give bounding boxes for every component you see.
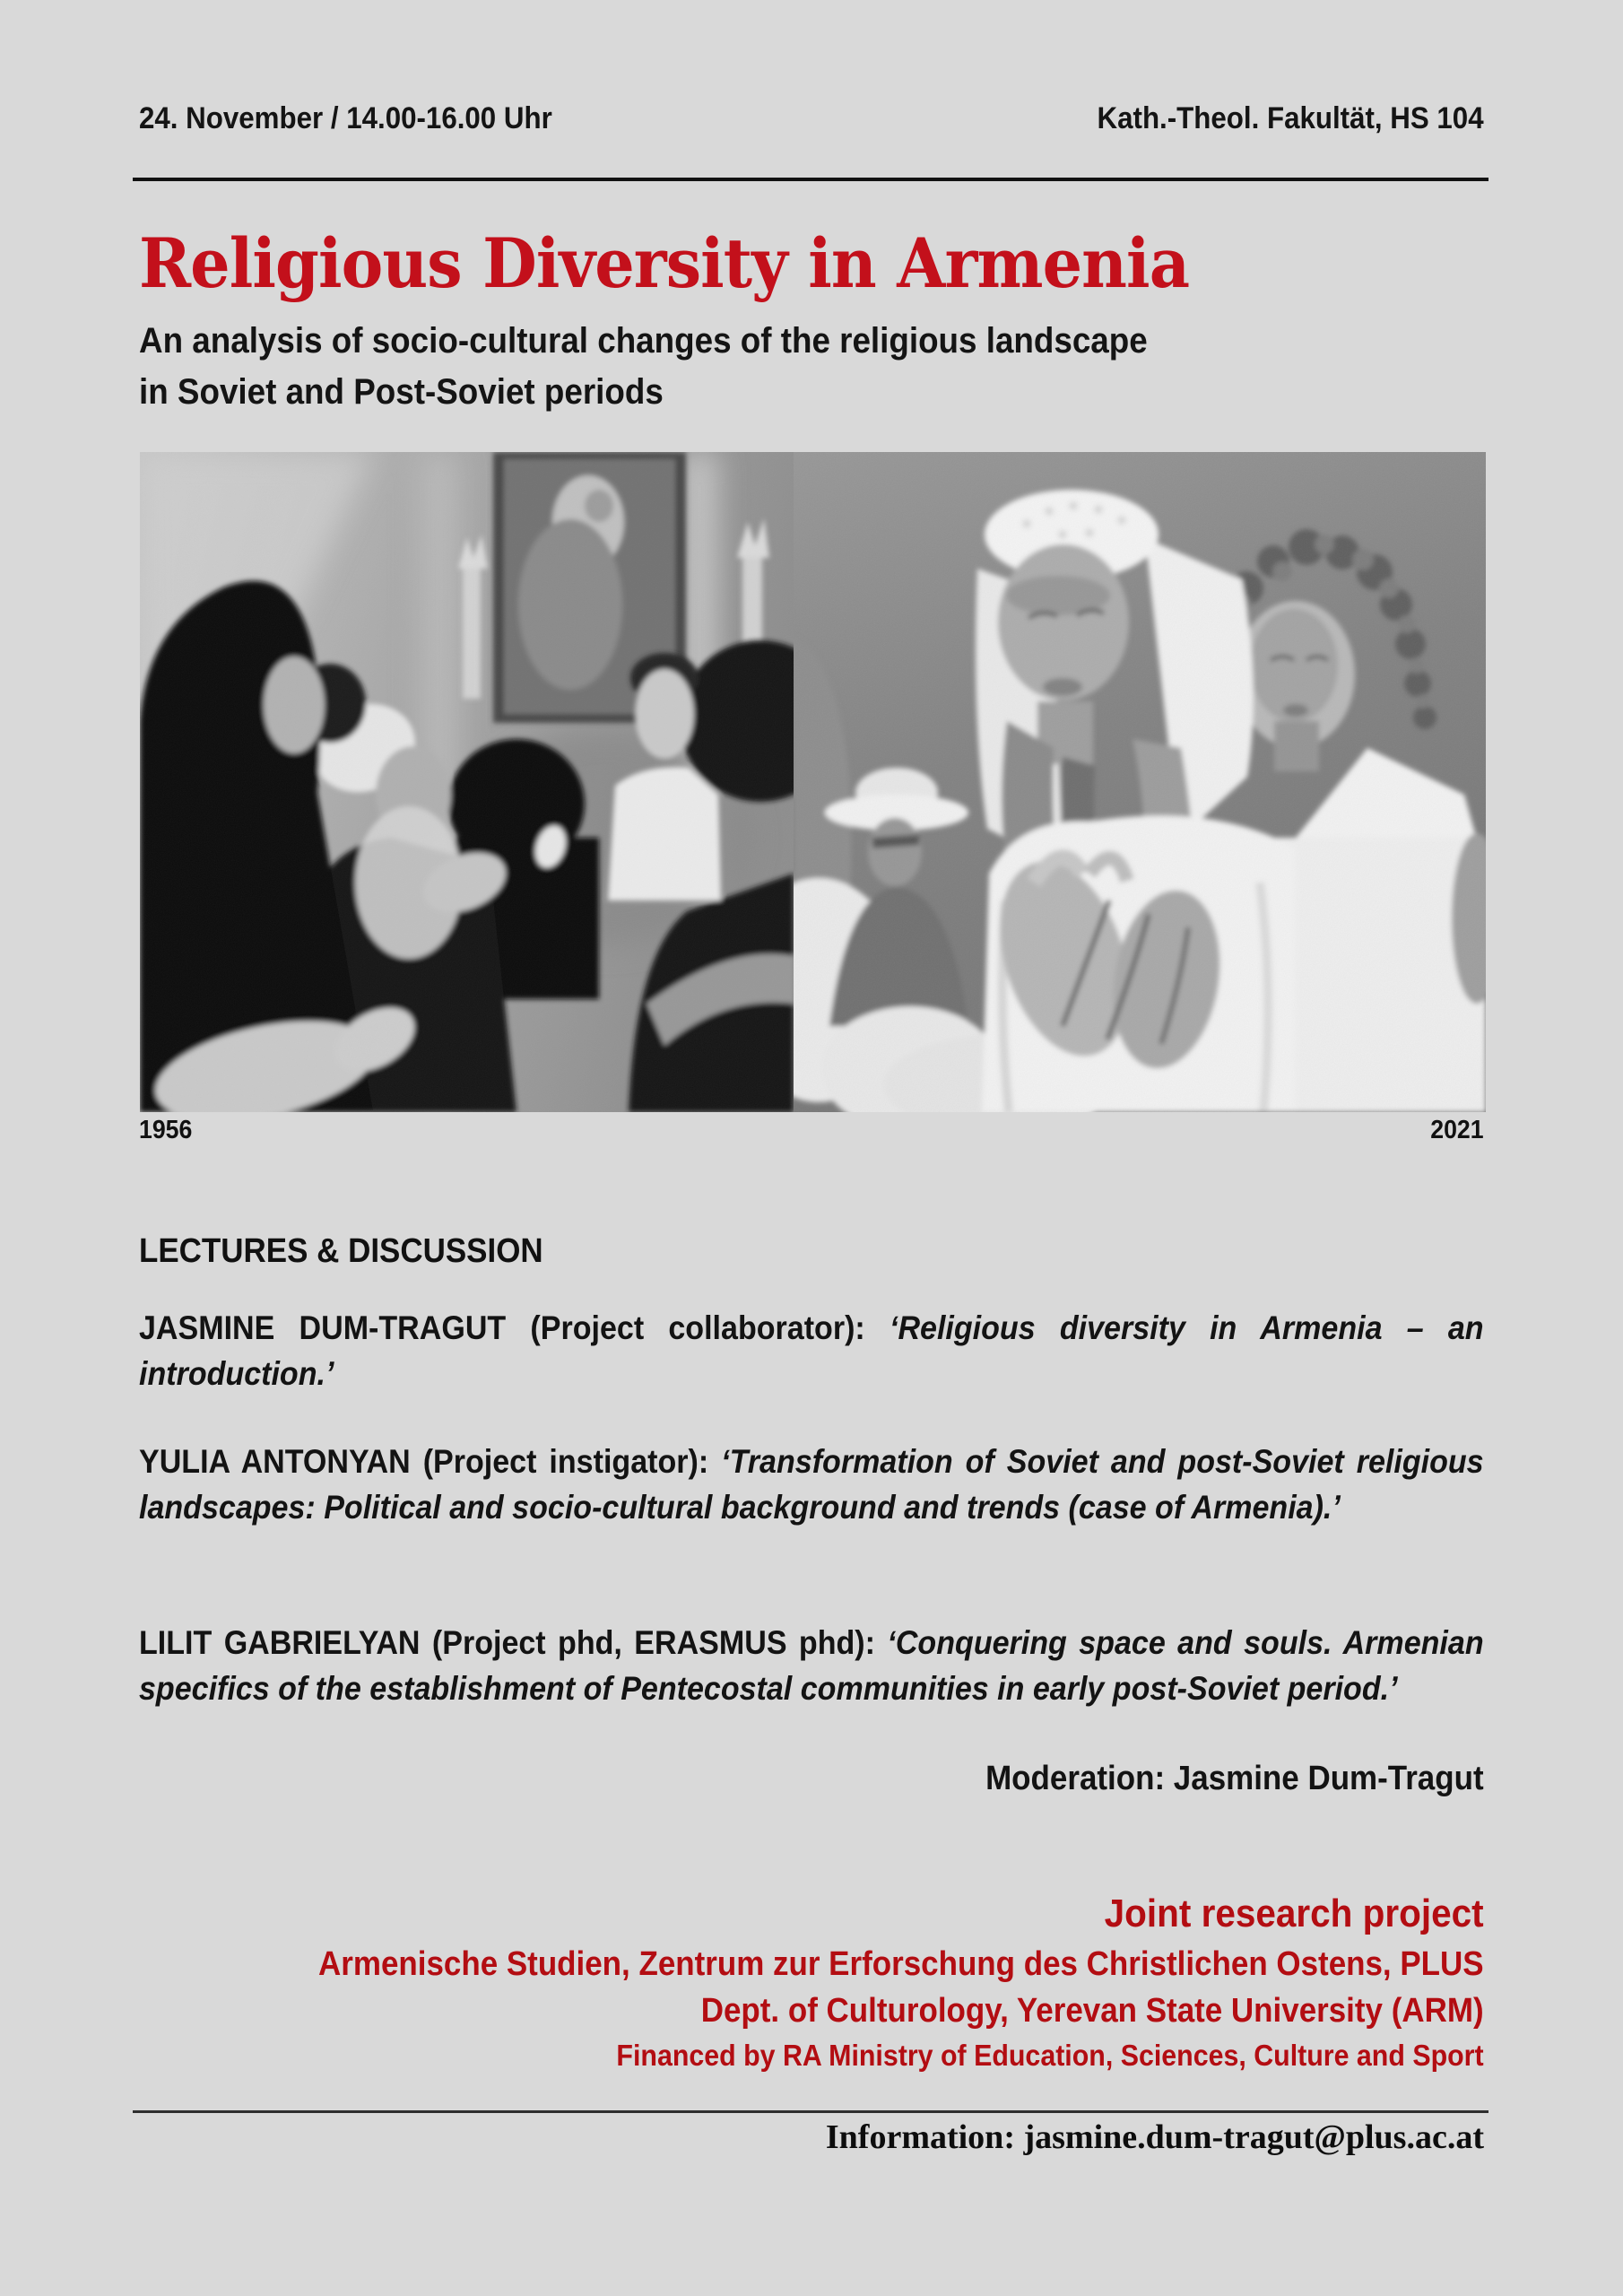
lecture-item-2 xyxy=(139,1439,1484,1530)
event-datetime: 24. November / 14.00-16.00 Uhr xyxy=(139,101,552,135)
lecture-item-3 xyxy=(139,1620,1484,1711)
event-location: Kath.-Theol. Fakultät, HS 104 xyxy=(1097,101,1484,135)
project-heading: Joint research project xyxy=(1104,1892,1484,1935)
lecture-speaker: JASMINE DUM-TRAGUT (Project collaborator): xyxy=(139,1309,890,1346)
footer-info: Information: jasmine.dum-tragut@plus.ac.at xyxy=(825,2118,1484,2156)
lecture-item-1 xyxy=(139,1305,1484,1396)
event-header xyxy=(139,100,1484,136)
photo-caption-row xyxy=(139,1115,1484,1145)
project-funding: Financed by RA Ministry of Education, Sciences, Culture and Sport xyxy=(616,2039,1484,2072)
lecture-title: ‘Religious diversity in Armenia – an introduction.’ xyxy=(139,1309,1484,1392)
page-subtitle xyxy=(139,316,1484,418)
photo-caption-2021: 2021 xyxy=(1430,1116,1484,1144)
lecture-title: ‘Conquering space and souls. Armenian specifics of the establishment of Pentecostal communities in early post-Soviet period.’ xyxy=(139,1624,1484,1707)
lecture-speaker: LILIT GABRIELYAN (Project phd, ERASMUS phd): xyxy=(139,1624,888,1661)
lecture-title: ‘Transformation of Soviet and post-Soviet religious landscapes: Political and socio-cultural background and trends (case of Armenia).’ xyxy=(139,1443,1484,1526)
project-block xyxy=(139,1887,1484,2077)
subtitle-line-2: in Soviet and Post-Soviet periods xyxy=(139,372,664,412)
project-partner-2: Dept. of Culturology, Yerevan State University (ARM) xyxy=(700,1992,1484,2030)
page-title: Religious Diversity in Armenia xyxy=(139,223,1190,303)
photo-caption-1956: 1956 xyxy=(139,1116,193,1144)
project-partner-1: Armenische Studien, Zentrum zur Erforschung des Christlichen Ostens, PLUS xyxy=(318,1945,1484,1983)
subtitle-line-1: An analysis of socio-cultural changes of the religious landscape xyxy=(139,321,1148,361)
text-column xyxy=(139,0,1484,2296)
lectures-heading: LECTURES & DISCUSSION xyxy=(139,1232,543,1270)
lecture-speaker: YULIA ANTONYAN (Project instigator): xyxy=(139,1443,722,1480)
moderation-line: Moderation: Jasmine Dum-Tragut xyxy=(985,1760,1484,1797)
